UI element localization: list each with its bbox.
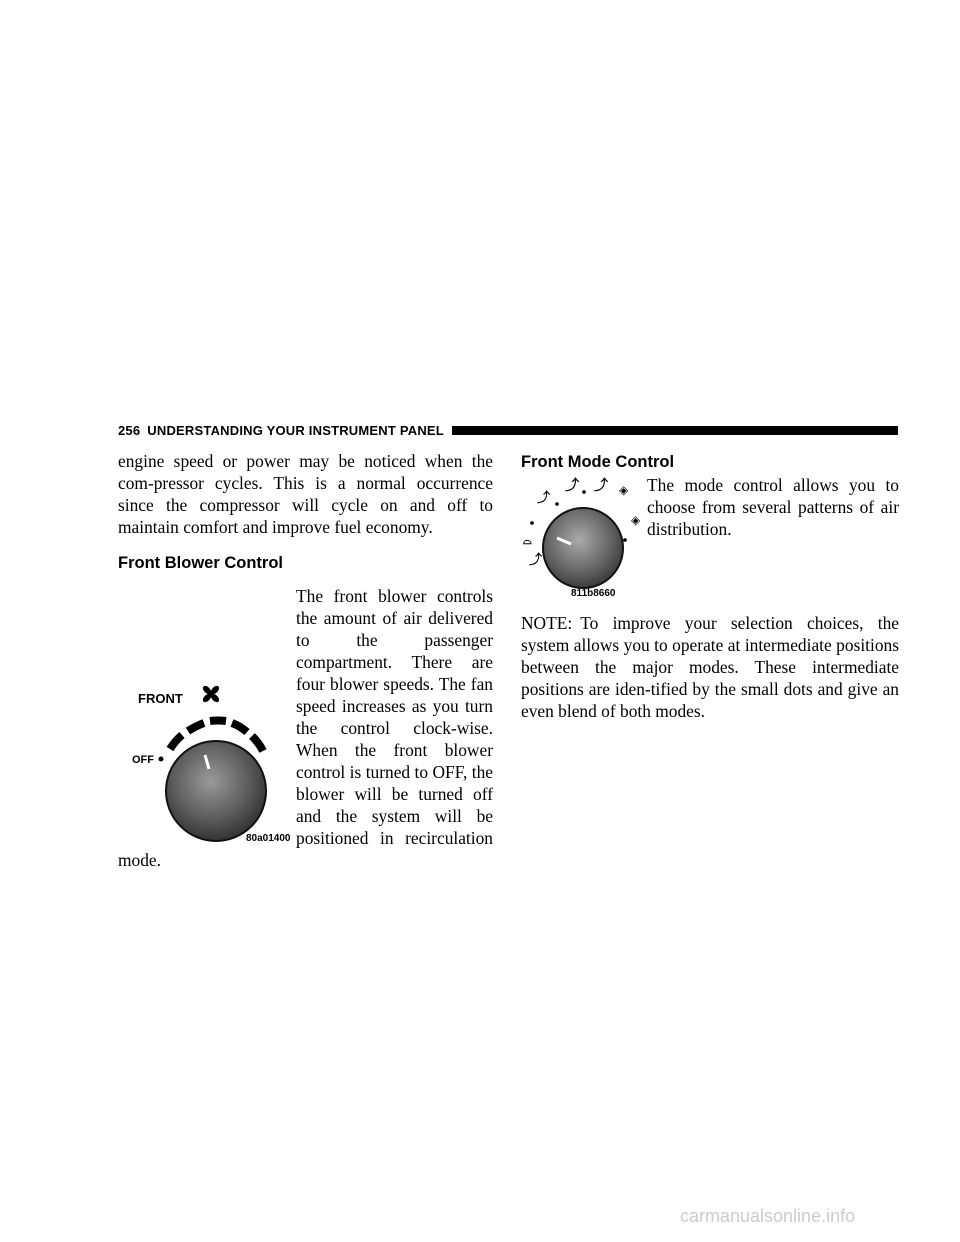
blower-paragraph: The front blower controls the amount of air delivered to the passenger compartment. There are four blower speeds. The fan speed increases as you turn the control clock-wise. When the front blower control is turned to OFF, the blower will be turned off and the system will be positioned in recirculation mode. bbox=[118, 586, 493, 870]
mode-figure-id: 811b8660 bbox=[571, 588, 616, 598]
svg-text:◈: ◈ bbox=[631, 513, 641, 527]
section-title: UNDERSTANDING YOUR INSTRUMENT PANEL bbox=[147, 422, 444, 438]
blower-knob bbox=[166, 741, 266, 841]
svg-text:◈: ◈ bbox=[619, 483, 629, 497]
mode-knob bbox=[543, 508, 623, 588]
footer-watermark: carmanualsonline.info bbox=[680, 1206, 856, 1226]
off-dot bbox=[159, 757, 164, 762]
mode-heading: Front Mode Control bbox=[521, 453, 675, 471]
header-rule bbox=[452, 426, 898, 435]
note-label: NOTE: bbox=[521, 613, 573, 633]
svg-text:⤴: ⤴ bbox=[529, 553, 543, 568]
front-label: FRONT bbox=[138, 691, 183, 706]
note-paragraph bbox=[521, 612, 899, 722]
right-column bbox=[521, 450, 899, 722]
intro-paragraph: engine speed or power may be noticed when the com-pressor cycles. This is a normal occurrence since the compressor will cycle on and off to maintain comfort and improve fuel economy. bbox=[118, 451, 493, 537]
off-label: OFF bbox=[132, 754, 154, 766]
left-column bbox=[118, 450, 493, 871]
mode-figure bbox=[521, 472, 647, 598]
svg-text:⤴: ⤴ bbox=[594, 478, 608, 494]
note-text: To improve your selection choices, the system allows you to operate at intermediate positions between the major modes. These intermediate positions are iden-tified by the small dots and give an even blend of both modes. bbox=[521, 613, 899, 721]
blower-heading: Front Blower Control bbox=[118, 554, 283, 572]
fan-icon bbox=[201, 684, 220, 703]
page-header bbox=[118, 422, 898, 438]
page-number: 256 bbox=[118, 422, 141, 438]
blower-figure bbox=[118, 573, 296, 845]
blower-figure-id: 80a01400 bbox=[246, 833, 291, 844]
mode-paragraph: The mode control allows you to choose from several patterns of air distribution. bbox=[647, 475, 899, 539]
blower-knob-illustration bbox=[118, 573, 296, 845]
svg-text:⌓: ⌓ bbox=[523, 534, 532, 547]
svg-text:⤴: ⤴ bbox=[565, 478, 579, 494]
mode-knob-illustration bbox=[521, 472, 647, 598]
svg-text:⤴: ⤴ bbox=[537, 491, 551, 506]
